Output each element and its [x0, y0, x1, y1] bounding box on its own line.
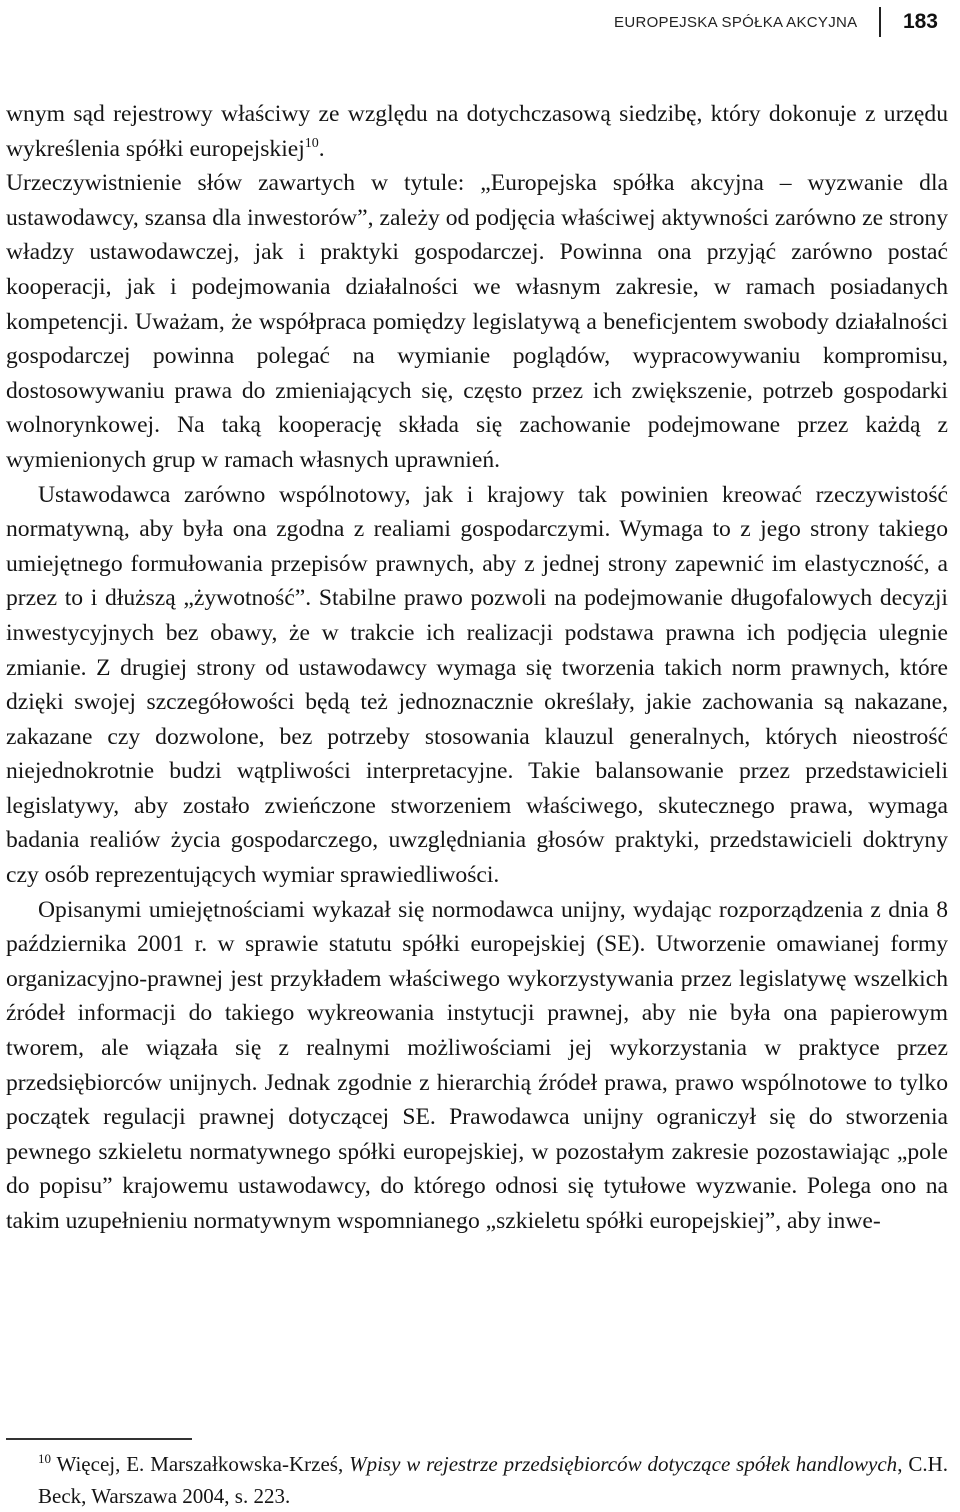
- footnote-cited-title: Wpisy w rejestrze przedsiębiorców dotyczące spółek handlowych: [349, 1452, 898, 1476]
- footnote-divider: [6, 1438, 192, 1440]
- paragraph-1-end: .: [318, 135, 325, 162]
- footnote: [6, 1448, 948, 1512]
- page-number: 183: [902, 10, 938, 33]
- footnote-number: 10: [38, 1451, 51, 1466]
- footnote-prefix: Więcej, E. Marszałkowska-Krześ,: [51, 1452, 350, 1476]
- running-header: [614, 6, 938, 38]
- paragraph-1: [6, 97, 948, 166]
- paragraph-4: Opisanymi umiejętnościami wykazał się normodawca unijny, wydając rozporządzenia z dnia 8 października 2001 r. w sprawie statutu spółki europejskiej (SE). Utworzenie omawianej formy organizacyjno-prawnej jest przykładem właściwego wykorzystywania przez legislatywę wszelkich źródeł informacji do takiego wykreowania instytucji prawnej, aby nie była ona papierowym tworem, ale wiązała się z realnymi możliwościami jej wykorzystania w praktyce przez przedsiębiorców unijnych. Jednak zgodnie z hierarchią źródeł prawa, prawo wspólnotowe to tylko początek regulacji prawnej dotyczącej SE. Prawodawca unijny ograniczył się do stworzenia pewnego szkieletu normatywnego spółki europejskiej, w pozostałym zakresie pozostawiając „pole do popisu” krajowemu ustawodawcy, do którego odnosi się tytułowe wyzwanie. Polega ono na takim uzupełnieniu normatywnym wspomnianego „szkieletu spółki europejskiej”, aby inwe-: [6, 896, 948, 1234]
- footnote-reference[interactable]: 10: [304, 135, 319, 151]
- body-text: [6, 97, 948, 1239]
- paragraph-2: Urzeczywistnienie słów zawartych w tytule: „Europejska spółka akcyjna – wyzwanie dla ustawodawcy, szansa dla inwestorów”, zależy od podjęcia właściwej aktywności zarówno ze strony władzy ustawodawczej, jak i praktyki gospodarczej. Powinna ona przyjąć zarówno postać kooperacji, jak i podejmowania działalności we własnym zakresie, w ramach posiadanych kompetencji. Uważam, że współpraca pomiędzy legislatywą a beneficjentem swobody działalności gospodarczej powinna polegać na wymianie poglądów, wypracowywaniu kompromisu, dostosowywaniu prawa do zmieniających się, często przez ich zwiększenie, potrzeb gospodarki wolnorynkowej. Na taką kooperację składa się zachowanie podejmowane przez każdą z wymienionych grup w ramach własnych uprawnień.: [6, 170, 948, 473]
- running-header-title: EUROPEJSKA SPÓŁKA AKCYJNA: [614, 13, 858, 31]
- footnote-suffix: , C.H. Beck, Warszawa 2004, s. 223.: [38, 1452, 948, 1508]
- paragraph-3: Ustawodawca zarówno wspólnotowy, jak i krajowy tak powinien kreować rzeczywistość normatywną, aby była ona zgodna z realiami gospodarczymi. Wymaga to z jego strony takiego umiejętnego formułowania przepisów prawnych, aby z jednej strony zapewnić im elastyczność, a przez to i dłuższą „żywotność”. Stabilne prawo pozwoli na podejmowanie długofalowych decyzji inwestycyjnych bez obawy, że w trakcie ich realizacji podstawa prawna ich podjęcia ulegnie zmianie. Z drugiej strony od ustawodawcy wymaga się tworzenia takich norm prawnych, które dzięki swojej szczegółowości będą też jednoznacznie określały, jakie zachowania są nakazane, zakazane czy dozwolone, bez potrzeby stosowania klauzul generalnych, których nieostrość niejednokrotnie budzi wątpliwości interpretacyjne. Takie balansowanie przez przedstawicieli legislatywy, aby zostało zwieńczone stworzeniem właściwego, skutecznego prawa, wymaga badania realiów życia gospodarczego, uwzględniania głosów praktyki, przedstawicieli doktryny czy osób reprezentujących wymiar sprawiedliwości.: [6, 481, 948, 889]
- paragraph-1-text: wnym sąd rejestrowy właściwy ze względu na dotychczasową siedzibę, który dokonuje z urzędu wykreślenia spółki europejskiej: [6, 101, 948, 162]
